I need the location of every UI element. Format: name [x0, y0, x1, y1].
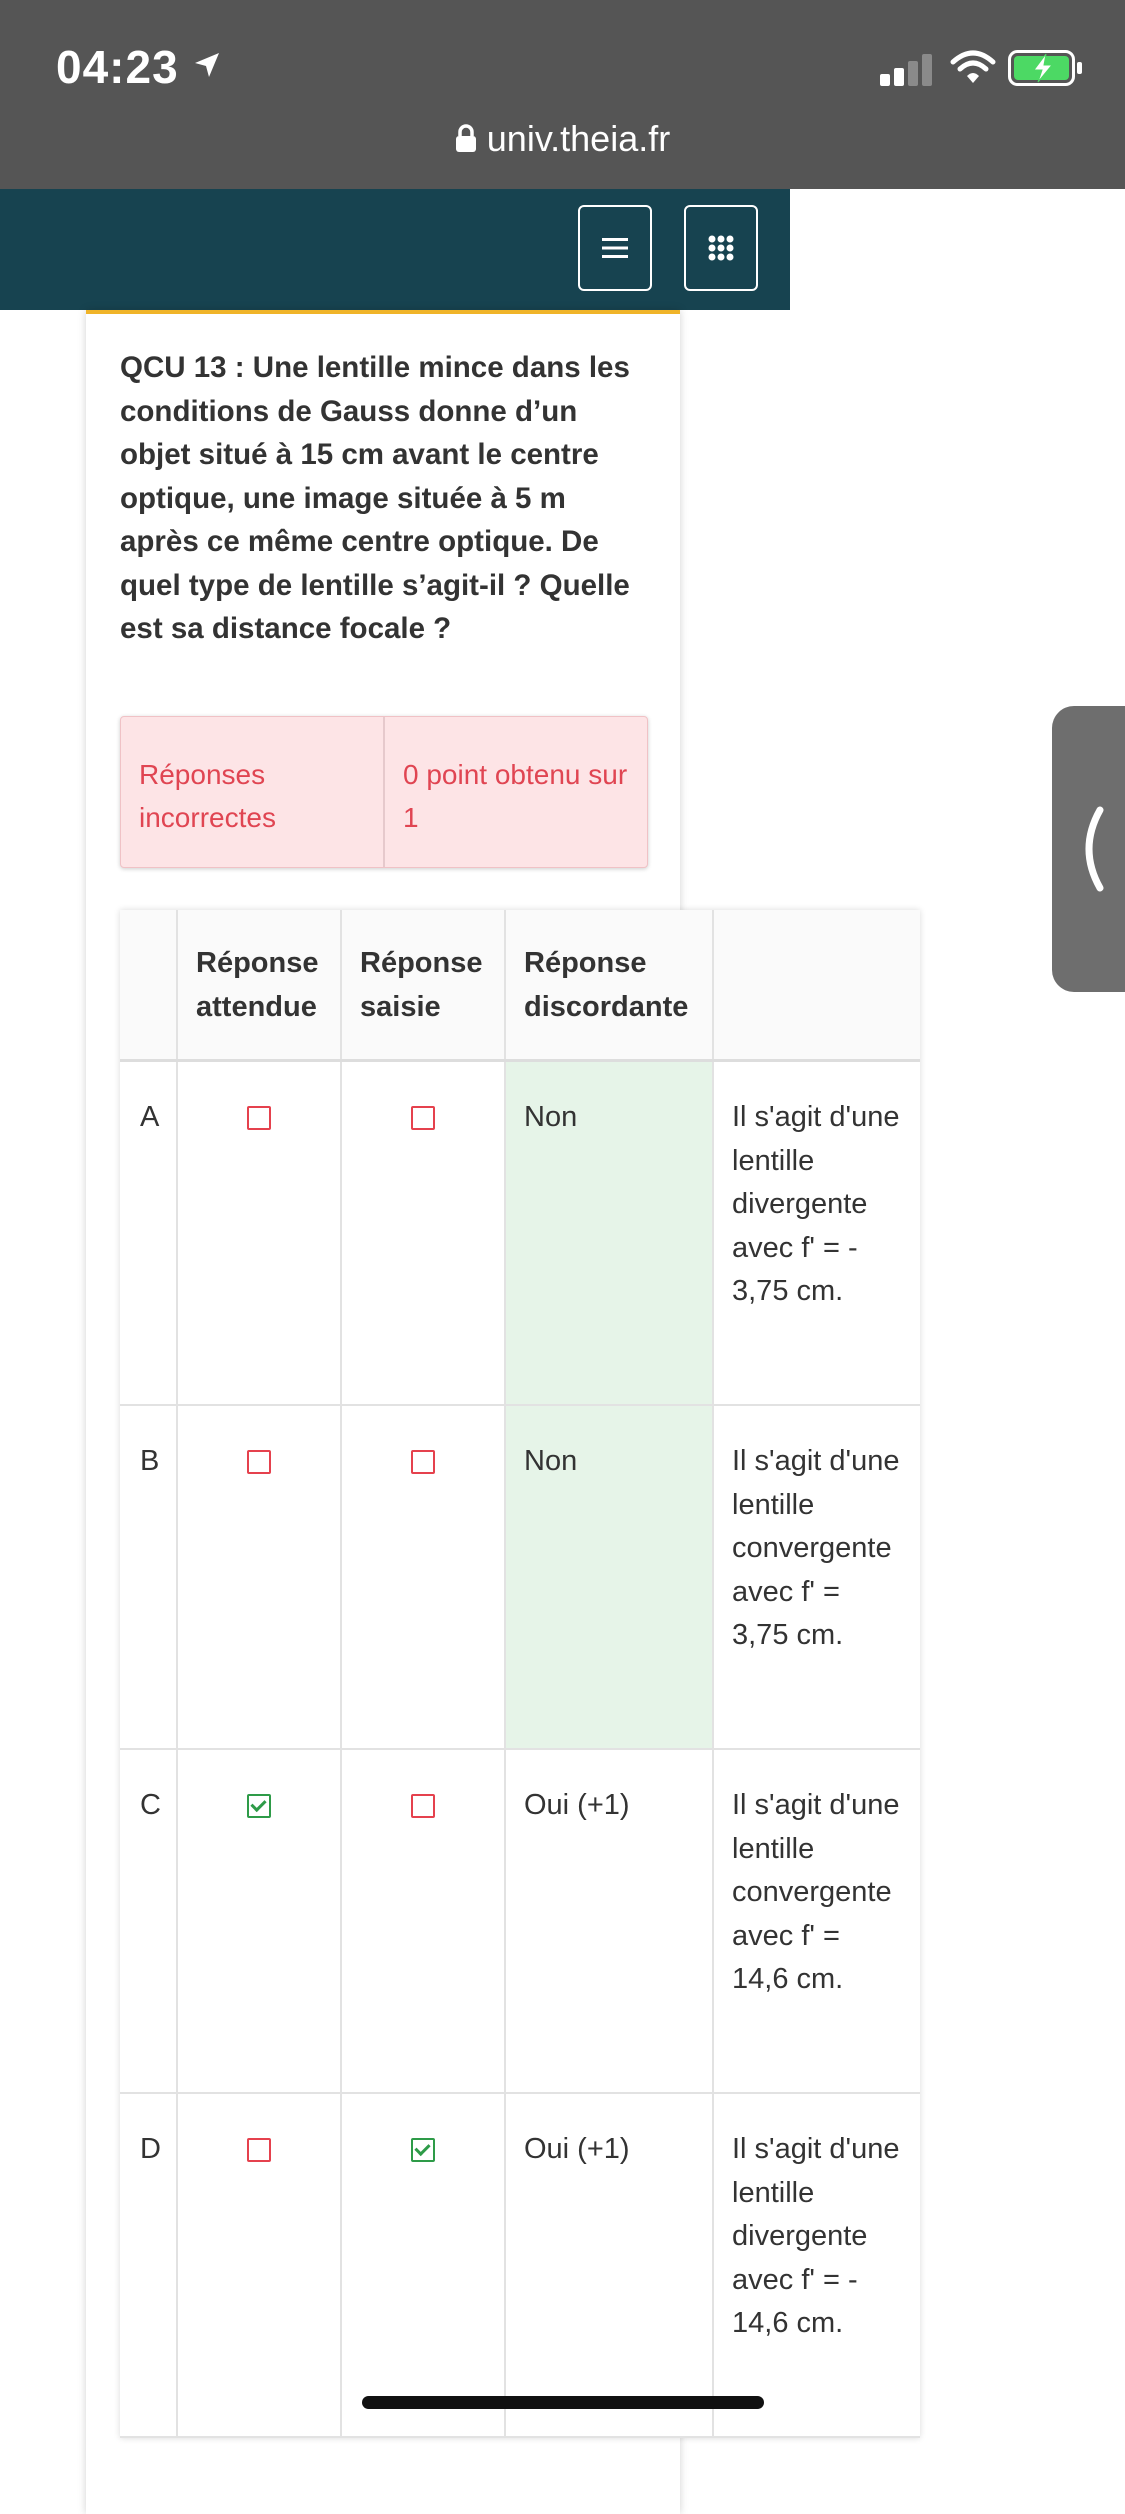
- expected-cell: [178, 1406, 342, 1748]
- clock: 04:23: [56, 41, 179, 93]
- chevron-left-icon: [1070, 804, 1110, 894]
- entered-cell: [342, 1406, 506, 1748]
- header-entered: Réponse saisie: [342, 910, 506, 1059]
- row-letter: D: [120, 2094, 178, 2436]
- expected-cell: [178, 1750, 342, 2092]
- header-letter: [120, 910, 178, 1059]
- unchecked-box-icon: [247, 2138, 271, 2162]
- side-panel-toggle[interactable]: [1052, 706, 1125, 992]
- table-row: [120, 1406, 920, 1750]
- address-bar[interactable]: [0, 118, 1125, 160]
- answers-table: [120, 910, 920, 2438]
- entered-cell: [342, 1062, 506, 1404]
- unchecked-box-icon: [411, 1794, 435, 1818]
- unchecked-box-icon: [411, 1106, 435, 1130]
- table-row: [120, 1062, 920, 1406]
- grid-icon: [707, 234, 735, 262]
- url-text: univ.theia.fr: [486, 118, 671, 159]
- home-indicator[interactable]: [362, 2396, 764, 2409]
- expected-cell: [178, 1062, 342, 1404]
- answer-text: Il s'agit d'une lentille convergente avec f' = 14,6 cm.: [732, 1789, 900, 1995]
- table-header-row: [120, 910, 920, 1062]
- unchecked-box-icon: [247, 1106, 271, 1130]
- row-letter: B: [120, 1406, 178, 1748]
- checked-box-icon: [247, 1794, 271, 1818]
- checked-box-icon: [411, 2138, 435, 2162]
- header-text: [714, 910, 920, 1059]
- row-letter: A: [120, 1062, 178, 1404]
- location-arrow-icon: [192, 50, 222, 80]
- answer-text: Il s'agit d'une lentille convergente avec f' = 3,75 cm.: [732, 1445, 900, 1651]
- wifi-icon: [950, 50, 996, 86]
- result-score: 0 point obtenu sur 1: [383, 717, 647, 867]
- app-header: [0, 189, 790, 310]
- table-row: [120, 2094, 920, 2438]
- expected-cell: [178, 2094, 342, 2436]
- row-letter: C: [120, 1750, 178, 2092]
- apps-button[interactable]: [684, 205, 758, 291]
- unchecked-box-icon: [247, 1450, 271, 1474]
- menu-button[interactable]: [578, 205, 652, 291]
- header-discordant: Réponse discordante: [506, 910, 714, 1059]
- table-row: [120, 1750, 920, 2094]
- answer-text: Il s'agit d'une lentille divergente avec f' = - 3,75 cm.: [732, 1101, 900, 1307]
- header-expected: Réponse attendue: [178, 910, 342, 1059]
- discordant-cell: Non: [506, 1406, 714, 1748]
- entered-cell: [342, 1750, 506, 2092]
- discordant-cell: Oui (+1): [506, 2094, 714, 2436]
- result-status: Réponses incorrectes: [139, 759, 276, 833]
- lock-icon: [455, 123, 477, 153]
- discordant-cell: Non: [506, 1062, 714, 1404]
- entered-cell: [342, 2094, 506, 2436]
- discordant-cell: Oui (+1): [506, 1750, 714, 2092]
- status-bar: [0, 0, 1125, 189]
- result-summary: [120, 716, 648, 868]
- unchecked-box-icon: [411, 1450, 435, 1474]
- answer-text: Il s'agit d'une lentille divergente avec f' = - 14,6 cm.: [732, 2133, 900, 2339]
- question-text: QCU 13 : Une lentille mince dans les conditions de Gauss donne d’un objet situé à 15 cm avant le centre optique, une image située à 5 m après ce même centre optique. De quel type de lentille s’agit-il ? Quelle est sa distance focale ?: [120, 351, 630, 645]
- battery-charging-icon: [1008, 50, 1084, 86]
- hamburger-icon: [600, 235, 630, 261]
- cellular-signal-icon: [880, 54, 934, 86]
